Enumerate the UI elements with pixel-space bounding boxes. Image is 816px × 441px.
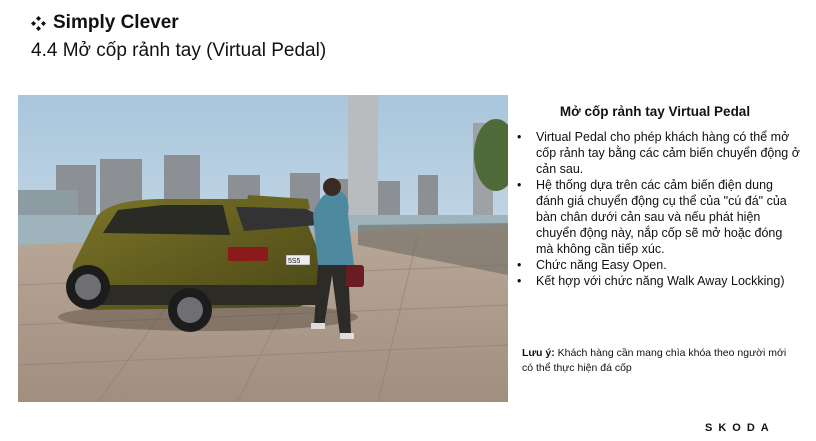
- list-item: • Hệ thống dựa trên các cảm biến điện dung đánh giá chuyển động cụ thể của "cú đá" của bàn chân dưới cản sau và nếu phát hiện chuyển động này, nắp cốp sẽ mở hoặc đóng mà không cần tiếp xúc.: [510, 177, 800, 257]
- feature-title: Mở cốp rảnh tay Virtual Pedal: [559, 104, 751, 119]
- slide-title: [31, 12, 179, 34]
- feature-panel: [510, 100, 800, 289]
- slide-subtitle: 4.4 Mở cốp rảnh tay (Virtual Pedal): [31, 40, 327, 61]
- list-item: • Chức năng Easy Open.: [510, 257, 800, 273]
- note: [522, 346, 792, 376]
- license-plate-text: 5S5: [288, 258, 301, 265]
- four-diamond-icon: [31, 16, 46, 31]
- virtual-pedal-photo: [18, 95, 508, 402]
- list-item: • Kết hợp với chức năng Walk Away Lockking): [510, 273, 800, 289]
- note-text: Khách hàng cần mang chìa khóa theo người mới có thể thực hiện đá cốp: [522, 347, 787, 374]
- feature-list: [510, 129, 800, 289]
- list-item: • Virtual Pedal cho phép khách hàng có thể mở cốp rảnh tay bằng các cảm biến chuyển động ở cản sau.: [510, 129, 800, 177]
- skoda-logo: SKODA: [705, 422, 775, 434]
- slide-title-text: Simply Clever: [53, 12, 179, 33]
- note-label: Lưu ý:: [522, 347, 555, 359]
